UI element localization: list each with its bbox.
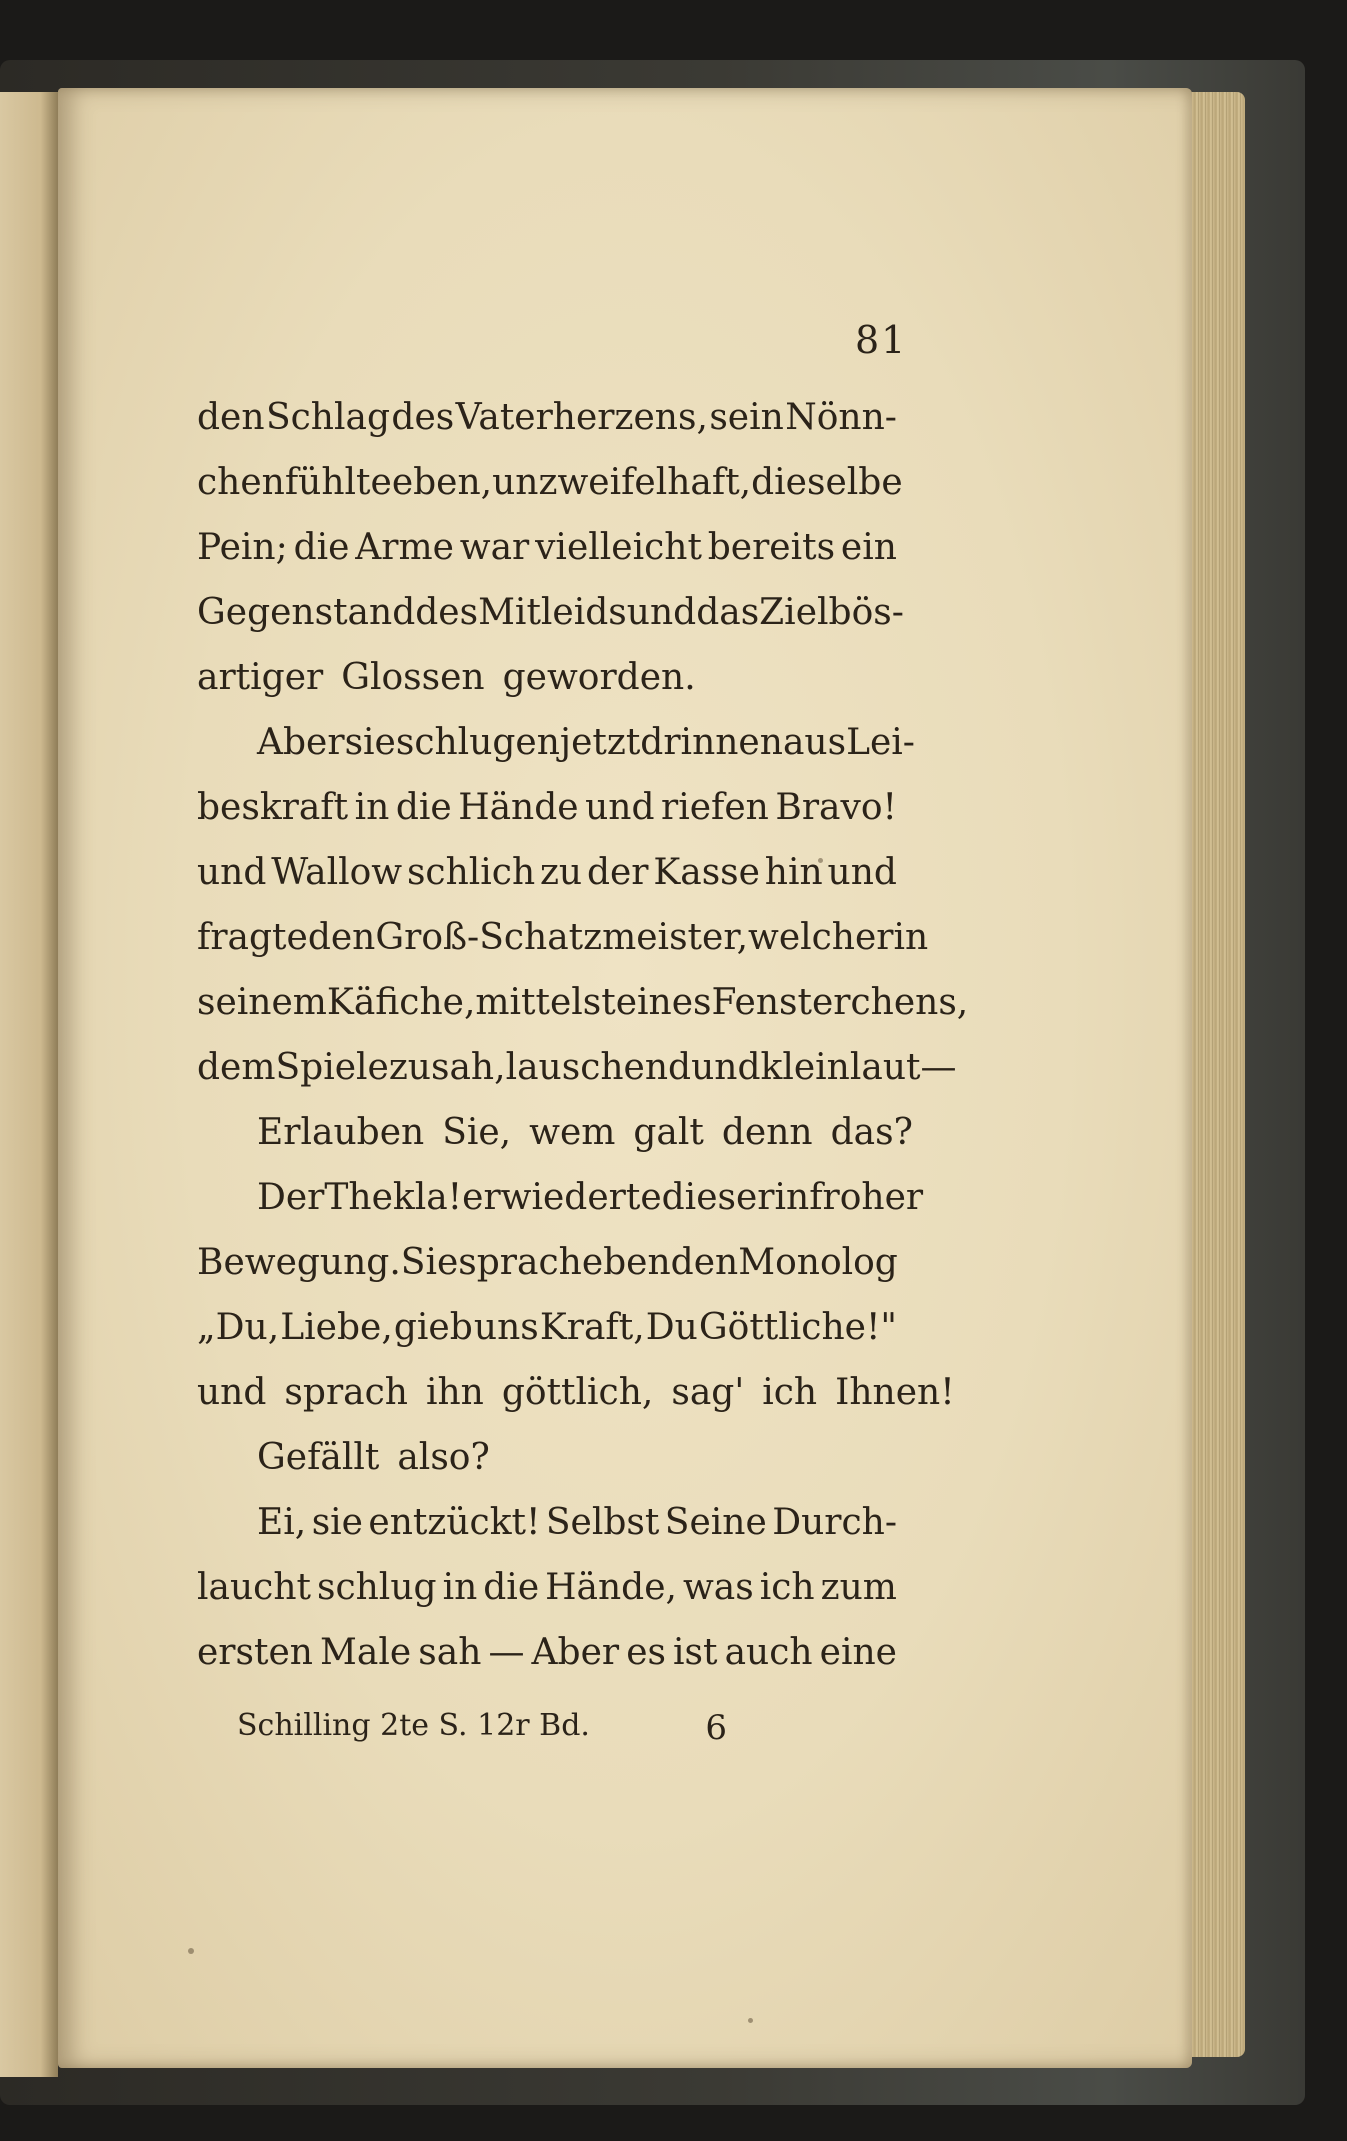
text-line: [197, 645, 897, 710]
text-line: [197, 1360, 955, 1425]
word: das?: [830, 1112, 913, 1153]
word: und: [197, 852, 267, 893]
text-line: [197, 1555, 897, 1620]
word: Selbst: [545, 1502, 660, 1543]
word: Kraft,: [539, 1307, 645, 1348]
word: jetzt: [559, 722, 641, 763]
word: Gegenstand: [197, 592, 416, 633]
word: Ei,: [257, 1502, 307, 1543]
word: und: [197, 1372, 267, 1413]
word: Groß-Schatzmeister,: [375, 917, 749, 958]
word: die: [395, 787, 452, 828]
word: in: [774, 1177, 810, 1218]
text-line: [197, 710, 915, 775]
word: Liebe,: [280, 1307, 393, 1348]
word: Arme: [355, 527, 454, 568]
word: gieb: [393, 1307, 473, 1348]
text-line: [197, 1165, 924, 1230]
page-number: 81: [855, 318, 908, 362]
word: Aber: [531, 1632, 620, 1673]
word: Fensterchens,: [711, 982, 969, 1023]
word: Glossen: [341, 657, 485, 698]
word: des: [391, 397, 455, 438]
word: ihn: [425, 1372, 484, 1413]
word: auch: [724, 1632, 813, 1673]
word: des: [415, 592, 479, 633]
word: Hände: [458, 787, 579, 828]
text-line: [197, 1100, 913, 1165]
text-line: [197, 515, 897, 580]
word: Bravo!: [775, 787, 897, 828]
word: Ziel: [759, 592, 829, 633]
word: Sie: [400, 1242, 459, 1283]
word: ist: [673, 1632, 718, 1673]
signature-mark: 6: [705, 1708, 727, 1748]
word: sie: [311, 1502, 363, 1543]
word: froher: [809, 1177, 924, 1218]
word: Du: [645, 1307, 698, 1348]
word: zum: [820, 1567, 897, 1608]
word: ich: [762, 1372, 818, 1413]
word: Lei-: [846, 722, 915, 763]
word: sag': [671, 1372, 745, 1413]
word: sein: [709, 397, 784, 438]
text-line: [197, 970, 969, 1035]
word: denn: [721, 1112, 813, 1153]
text-line: [197, 1295, 897, 1360]
word: göttlich,: [501, 1372, 654, 1413]
paper-speck: [188, 1948, 194, 1954]
word: hin: [764, 852, 823, 893]
word: ersten: [197, 1632, 313, 1673]
word: sie: [344, 722, 396, 763]
word: Ihnen!: [835, 1372, 955, 1413]
word: Pein;: [197, 527, 288, 568]
word: die: [293, 527, 350, 568]
word: es: [626, 1632, 666, 1673]
word: beskraft: [197, 787, 349, 828]
word: die: [483, 1567, 540, 1608]
word: fragte: [197, 917, 308, 958]
word: Bewegung.: [197, 1242, 401, 1283]
word: uns: [473, 1307, 539, 1348]
word: Spiele: [275, 1047, 389, 1088]
word: Käfiche,: [326, 982, 476, 1023]
word: vielleicht: [535, 527, 702, 568]
word: fühlte: [284, 462, 392, 503]
text-line: [197, 905, 929, 970]
word: laucht: [197, 1567, 311, 1608]
word: was: [682, 1567, 754, 1608]
word: Sie,: [442, 1112, 512, 1153]
word: Monolog: [738, 1242, 898, 1283]
word: Gefällt: [257, 1437, 380, 1478]
text-block: [197, 385, 969, 1685]
word: schlug: [316, 1567, 437, 1608]
word: zu: [539, 852, 583, 893]
word: Durch-: [772, 1502, 897, 1543]
word: Der: [257, 1177, 325, 1218]
signature-text: Schilling 2te S. 12r Bd.: [237, 1708, 590, 1743]
word: das: [696, 592, 760, 633]
page-footer: [237, 1708, 727, 1748]
word: drinnen: [640, 722, 783, 763]
word: galt: [633, 1112, 704, 1153]
word: Male: [320, 1632, 412, 1673]
word: wem: [529, 1112, 616, 1153]
word: sprach: [284, 1372, 408, 1413]
word: eines: [615, 982, 712, 1023]
word: mittelst: [475, 982, 616, 1023]
word: eben: [581, 1242, 671, 1283]
word: zusah,: [388, 1047, 506, 1088]
word: erwiederte: [462, 1177, 662, 1218]
word: entzückt!: [368, 1502, 541, 1543]
word: „Du,: [197, 1307, 280, 1348]
word: ein: [840, 527, 897, 568]
word: den: [307, 917, 376, 958]
text-line: [197, 1230, 897, 1295]
word: sah: [418, 1632, 482, 1673]
text-line: [197, 1035, 957, 1100]
text-line: [197, 385, 897, 450]
word: dieselbe: [751, 462, 903, 503]
word: eben,: [391, 462, 493, 503]
word: artiger: [197, 657, 324, 698]
word: und: [585, 787, 655, 828]
word: bereits: [707, 527, 836, 568]
word: also?: [397, 1437, 490, 1478]
word: den: [197, 397, 265, 438]
word: schlugen: [395, 722, 560, 763]
word: —: [488, 1632, 525, 1673]
text-line: [197, 450, 903, 515]
word: Vaterherzens,: [455, 397, 708, 438]
text-line: [197, 1620, 897, 1685]
word: Kasse: [653, 852, 760, 893]
word: in: [893, 917, 929, 958]
text-line: [197, 1490, 897, 1555]
word: und: [691, 1047, 761, 1088]
word: seinem: [197, 982, 327, 1023]
word: Wallow: [271, 852, 403, 893]
page-edges: [1185, 92, 1245, 2057]
word: dieser: [661, 1177, 775, 1218]
text-line: [197, 1425, 897, 1490]
word: lauschend: [505, 1047, 692, 1088]
word: in: [354, 787, 390, 828]
word: und: [626, 592, 697, 633]
word: und: [827, 852, 897, 893]
word: riefen: [661, 787, 769, 828]
text-line: [197, 775, 897, 840]
word: ich: [759, 1567, 815, 1608]
word: geworden.: [502, 657, 696, 698]
word: eine: [819, 1632, 897, 1673]
word: Göttliche!": [698, 1307, 897, 1348]
word: kleinlaut—: [760, 1047, 957, 1088]
word: Mitleids: [478, 592, 627, 633]
text-line: [197, 840, 897, 905]
word: bös-: [828, 592, 904, 633]
word: den: [670, 1242, 739, 1283]
word: aus: [782, 722, 847, 763]
word: der: [586, 852, 649, 893]
word: Nönn-: [785, 397, 897, 438]
word: war: [459, 527, 530, 568]
word: Schlag: [265, 397, 390, 438]
word: unzweifelhaft,: [492, 462, 752, 503]
word: chen: [197, 462, 285, 503]
word: Thekla!: [324, 1177, 463, 1218]
text-line: [197, 580, 904, 645]
word: welcher: [748, 917, 894, 958]
word: schlich: [406, 852, 536, 893]
paper-speck: [748, 2018, 753, 2023]
word: Hände,: [545, 1567, 677, 1608]
word: Seine: [664, 1502, 767, 1543]
word: dem: [197, 1047, 276, 1088]
word: sprach: [458, 1242, 582, 1283]
word: Erlauben: [257, 1112, 425, 1153]
left-page-edge: [0, 92, 58, 2077]
word: in: [442, 1567, 478, 1608]
word: Aber: [257, 722, 345, 763]
